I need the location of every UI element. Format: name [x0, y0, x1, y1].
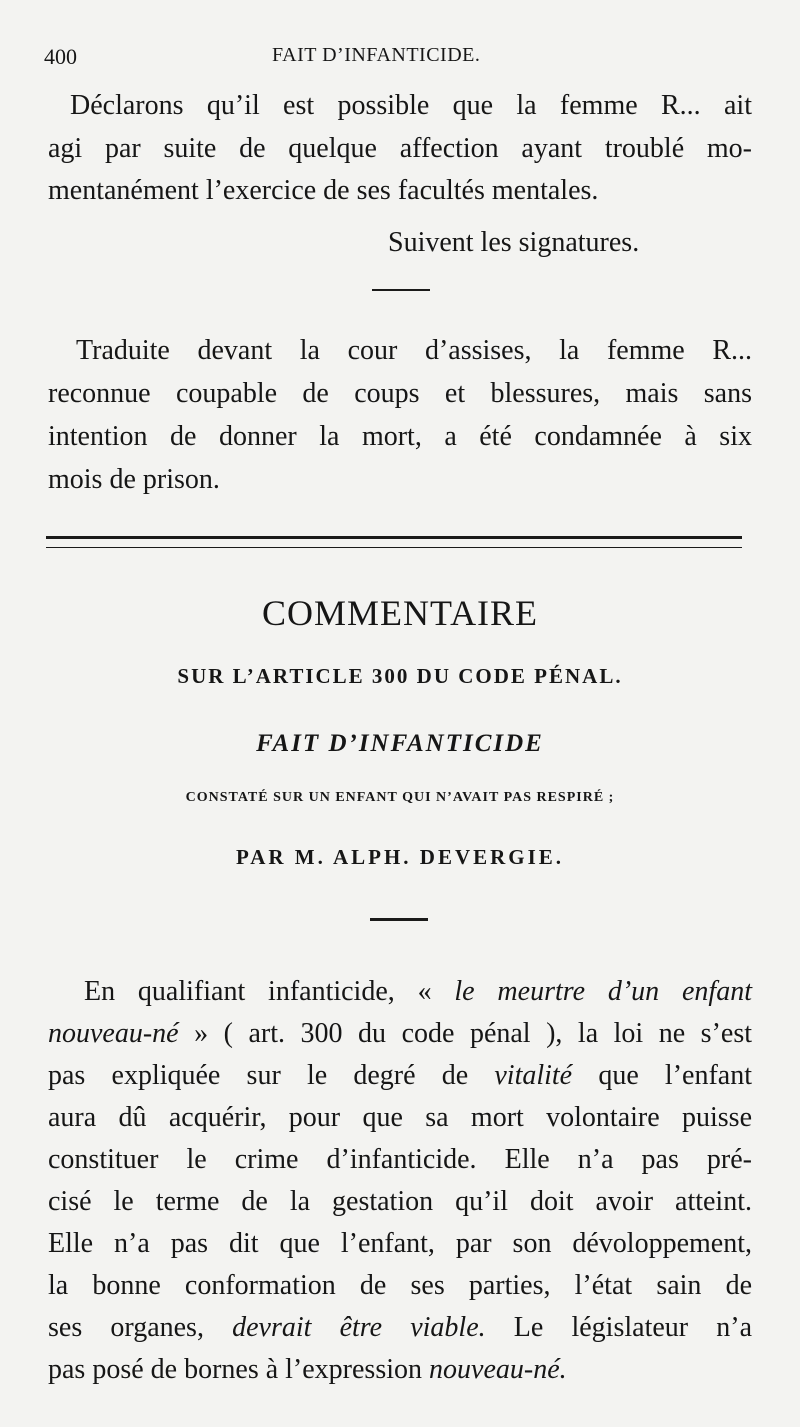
section-subtitle-article: SUR L’ARTICLE 300 DU CODE PÉNAL.	[177, 664, 623, 688]
section-author: PAR M. ALPH. DEVERGIE.	[235, 845, 565, 869]
section-subtitle-fait: FAIT D’INFANTICIDE	[256, 730, 544, 757]
para3-line-9-roman-b: Le législateur n’a	[485, 1312, 753, 1343]
signature-line: Suivent les signatures.	[388, 227, 640, 258]
para3-line-2-italic: nouveau-né	[48, 1018, 179, 1049]
running-title: FAIT D’INFANTICIDE.	[272, 44, 481, 66]
para3-line-10	[48, 1356, 567, 1384]
para3-line-3-roman-a: pas expliquée sur le degré de	[48, 1060, 495, 1091]
para3-line-6: cisé le terme de la gestation qu’il doit avoir atteint.	[48, 1186, 752, 1217]
para3-line-1-roman: En qualifiant infanticide, «	[84, 976, 455, 1007]
para3-line-10-italic: nouveau-né.	[429, 1354, 567, 1385]
short-rule-1	[372, 289, 430, 291]
para2-line-1: Traduite devant la cour d’assises, la femme R...	[76, 335, 752, 366]
para3-line-9	[48, 1314, 752, 1342]
para3-line-3-roman-b: que l’enfant	[572, 1060, 752, 1091]
para1-line-1: Déclarons qu’il est possible que la femme R... ait	[70, 90, 752, 121]
para3-line-9-italic: devrait être viable.	[232, 1312, 486, 1343]
para3-line-8: la bonne conformation de ses parties, l’état sain de	[48, 1270, 752, 1301]
para3-line-2	[48, 1020, 752, 1048]
para3-line-3-italic: vitalité	[494, 1060, 573, 1091]
para2-line-2: reconnue coupable de coups et blessures, mais sans	[48, 378, 752, 409]
para3-line-2-roman: » ( art. 300 du code pénal ), la loi ne s’est	[178, 1018, 752, 1049]
para3-line-7: Elle n’a pas dit que l’enfant, par son dévoloppement,	[48, 1228, 752, 1259]
para3-line-3	[48, 1062, 752, 1090]
para3-line-10-roman: pas posé de bornes à l’expression	[48, 1354, 430, 1385]
para3-line-9-roman-a: ses organes,	[48, 1312, 233, 1343]
section-subtitle-constate: CONSTATÉ SUR UN ENFANT QUI N’AVAIT PAS RESPIRÉ ;	[185, 790, 615, 805]
para3-line-5: constituer le crime d’infanticide. Elle n’a pas pré-	[48, 1144, 752, 1175]
para2-line-4: mois de prison.	[48, 464, 220, 495]
para3-line-4: aura dû acquérir, pour que sa mort volontaire puisse	[48, 1102, 752, 1133]
section-title: COMMENTAIRE	[261, 593, 539, 633]
page-number: 400	[44, 44, 77, 69]
para3-line-1	[84, 978, 752, 1006]
double-rule	[46, 536, 742, 548]
short-rule-2	[370, 918, 428, 921]
para1-line-2: agi par suite de quelque affection ayant troublé mo-	[48, 133, 752, 164]
para3-line-1-italic: le meurtre d’un enfant	[454, 976, 752, 1007]
para2-line-3: intention de donner la mort, a été condamnée à six	[48, 421, 752, 452]
para1-line-3: mentanément l’exercice de ses facultés mentales.	[48, 175, 599, 206]
